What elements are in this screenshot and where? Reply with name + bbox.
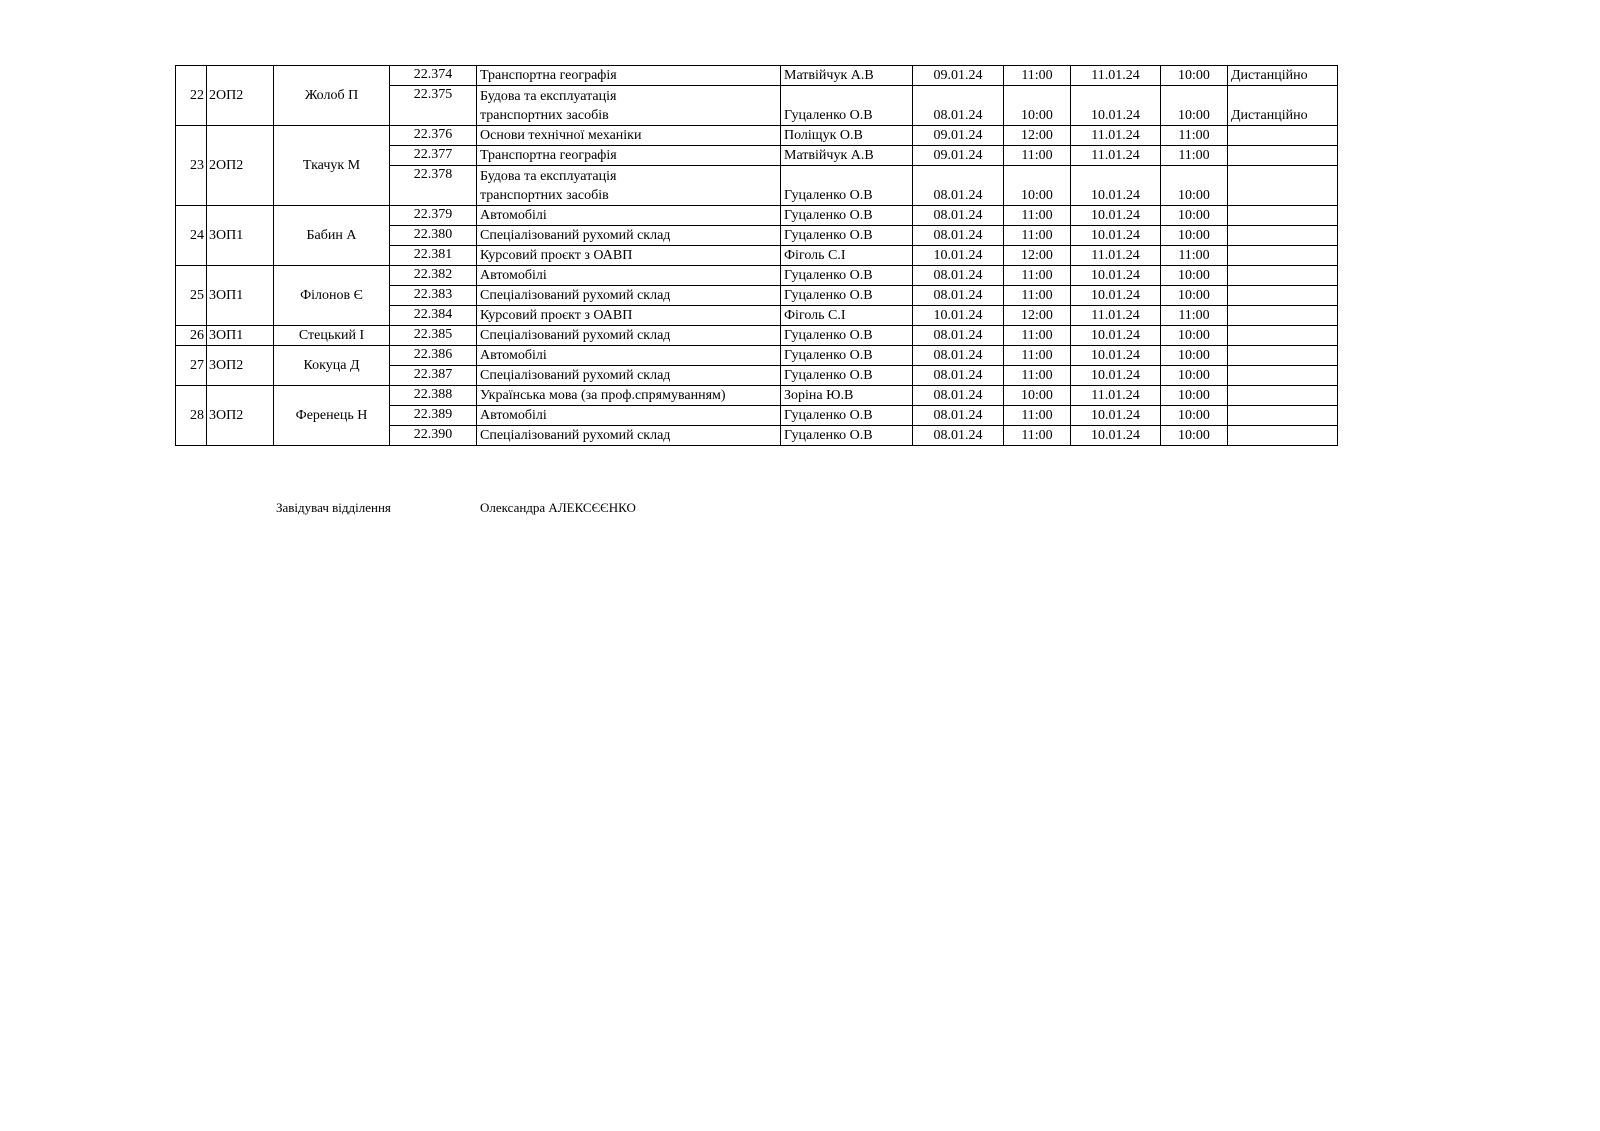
retake-date: 10.01.24 — [1071, 266, 1161, 286]
record-id: 22.375 — [390, 86, 477, 126]
record-id: 22.377 — [390, 146, 477, 166]
subject-line: Автомобілі — [480, 348, 547, 363]
row-number: 28 — [176, 386, 207, 446]
subject-line: Спеціалізований рухомий склад — [480, 288, 671, 303]
student-name: Бабин А — [274, 206, 390, 266]
exam-time: 11:00 — [1004, 326, 1071, 346]
retake-time: 10:00 — [1161, 406, 1228, 426]
record-id: 22.389 — [390, 406, 477, 426]
record-id: 22.376 — [390, 126, 477, 146]
retake-time: 10:00 — [1161, 66, 1228, 86]
table-row — [176, 386, 1338, 406]
exam-time: 12:00 — [1004, 246, 1071, 266]
teacher-name: Зоріна Ю.В — [781, 386, 913, 406]
retake-date: 11.01.24 — [1071, 386, 1161, 406]
exam-time: 12:00 — [1004, 126, 1071, 146]
exam-date: 10.01.24 — [913, 306, 1004, 326]
retake-date: 11.01.24 — [1071, 246, 1161, 266]
subject-cell — [477, 386, 781, 406]
retake-time: 10:00 — [1161, 346, 1228, 366]
schedule-body — [176, 66, 1338, 446]
record-id: 22.383 — [390, 286, 477, 306]
exam-date: 08.01.24 — [913, 406, 1004, 426]
teacher-name: Гуцаленко О.В — [781, 346, 913, 366]
group-code: 2ОП2 — [207, 66, 274, 126]
exam-date: 08.01.24 — [913, 226, 1004, 246]
retake-date: 10.01.24 — [1071, 226, 1161, 246]
subject-line: Спеціалізований рухомий склад — [480, 328, 671, 343]
exam-time: 11:00 — [1004, 346, 1071, 366]
row-number: 22 — [176, 66, 207, 126]
subject-line: Автомобілі — [480, 408, 547, 423]
exam-date: 08.01.24 — [913, 86, 1004, 126]
subject-cell — [477, 86, 781, 126]
note-cell — [1228, 366, 1338, 386]
teacher-name: Гуцаленко О.В — [781, 226, 913, 246]
retake-date: 10.01.24 — [1071, 426, 1161, 446]
student-name: Жолоб П — [274, 66, 390, 126]
note-cell — [1228, 226, 1338, 246]
retake-time: 11:00 — [1161, 126, 1228, 146]
exam-date: 09.01.24 — [913, 126, 1004, 146]
student-name: Стецький І — [274, 326, 390, 346]
subject-line: Основи технічної механіки — [480, 128, 642, 143]
table-row — [176, 66, 1338, 86]
exam-date: 10.01.24 — [913, 246, 1004, 266]
subject-cell — [477, 366, 781, 386]
row-number: 23 — [176, 126, 207, 206]
retake-date: 11.01.24 — [1071, 146, 1161, 166]
retake-time: 11:00 — [1161, 246, 1228, 266]
group-code: 3ОП2 — [207, 386, 274, 446]
exam-date: 08.01.24 — [913, 166, 1004, 206]
teacher-name: Матвійчук А.В — [781, 66, 913, 86]
subject-line: Будова та експлуатація — [480, 169, 617, 184]
exam-schedule-table — [175, 65, 1338, 446]
exam-time: 11:00 — [1004, 206, 1071, 226]
retake-time: 10:00 — [1161, 426, 1228, 446]
retake-time: 10:00 — [1161, 366, 1228, 386]
subject-cell — [477, 306, 781, 326]
subject-cell — [477, 246, 781, 266]
note-cell — [1228, 346, 1338, 366]
note-cell — [1228, 286, 1338, 306]
subject-line: Будова та експлуатація — [480, 89, 617, 104]
note-cell — [1228, 206, 1338, 226]
retake-time: 10:00 — [1161, 166, 1228, 206]
table-row — [176, 266, 1338, 286]
table-row — [176, 346, 1338, 366]
row-number: 27 — [176, 346, 207, 386]
exam-date: 08.01.24 — [913, 386, 1004, 406]
retake-date: 10.01.24 — [1071, 406, 1161, 426]
subject-cell — [477, 346, 781, 366]
retake-time: 10:00 — [1161, 226, 1228, 246]
row-number: 25 — [176, 266, 207, 326]
record-id: 22.386 — [390, 346, 477, 366]
teacher-name: Гуцаленко О.В — [781, 326, 913, 346]
subject-cell — [477, 226, 781, 246]
subject-cell — [477, 166, 781, 206]
retake-time: 10:00 — [1161, 386, 1228, 406]
record-id: 22.379 — [390, 206, 477, 226]
exam-date: 08.01.24 — [913, 346, 1004, 366]
subject-line: Українська мова (за проф.спрямуванням) — [480, 388, 726, 403]
subject-cell — [477, 206, 781, 226]
subject-cell — [477, 266, 781, 286]
exam-time: 12:00 — [1004, 306, 1071, 326]
record-id: 22.378 — [390, 166, 477, 206]
record-id: 22.387 — [390, 366, 477, 386]
retake-time: 10:00 — [1161, 86, 1228, 126]
teacher-name: Матвійчук А.В — [781, 146, 913, 166]
student-name: Кокуца Д — [274, 346, 390, 386]
exam-date: 08.01.24 — [913, 206, 1004, 226]
teacher-name: Гуцаленко О.В — [781, 366, 913, 386]
row-number: 26 — [176, 326, 207, 346]
teacher-name: Гуцаленко О.В — [781, 206, 913, 226]
exam-time: 11:00 — [1004, 146, 1071, 166]
exam-date: 08.01.24 — [913, 266, 1004, 286]
retake-date: 10.01.24 — [1071, 206, 1161, 226]
retake-date: 10.01.24 — [1071, 366, 1161, 386]
exam-time: 11:00 — [1004, 286, 1071, 306]
teacher-name: Гуцаленко О.В — [781, 86, 913, 126]
note-cell — [1228, 126, 1338, 146]
subject-line: Транспортна географія — [480, 148, 617, 163]
teacher-name: Фіголь С.І — [781, 306, 913, 326]
subject-line: транспортних засобів — [480, 188, 609, 203]
exam-time: 10:00 — [1004, 166, 1071, 206]
retake-time: 10:00 — [1161, 206, 1228, 226]
retake-date: 11.01.24 — [1071, 126, 1161, 146]
record-id: 22.374 — [390, 66, 477, 86]
exam-time: 10:00 — [1004, 386, 1071, 406]
note-cell — [1228, 406, 1338, 426]
retake-date: 10.01.24 — [1071, 346, 1161, 366]
exam-date: 09.01.24 — [913, 66, 1004, 86]
exam-date: 08.01.24 — [913, 426, 1004, 446]
teacher-name: Гуцаленко О.В — [781, 286, 913, 306]
signature-name: Олександра АЛЕКСЄЄНКО — [480, 500, 636, 515]
table-row — [176, 126, 1338, 146]
exam-time: 11:00 — [1004, 226, 1071, 246]
subject-line: Автомобілі — [480, 208, 547, 223]
note-cell — [1228, 426, 1338, 446]
row-number: 24 — [176, 206, 207, 266]
teacher-name: Гуцаленко О.В — [781, 426, 913, 446]
note-cell: Дистанційно — [1228, 66, 1338, 86]
exam-date: 08.01.24 — [913, 286, 1004, 306]
subject-line: Спеціалізований рухомий склад — [480, 368, 671, 383]
exam-date: 09.01.24 — [913, 146, 1004, 166]
group-code: 2ОП2 — [207, 126, 274, 206]
record-id: 22.388 — [390, 386, 477, 406]
teacher-name: Фіголь С.І — [781, 246, 913, 266]
subject-cell — [477, 66, 781, 86]
retake-date: 11.01.24 — [1071, 306, 1161, 326]
group-code: 3ОП2 — [207, 346, 274, 386]
exam-time: 11:00 — [1004, 406, 1071, 426]
subject-line: Спеціалізований рухомий склад — [480, 228, 671, 243]
teacher-name: Поліщук О.В — [781, 126, 913, 146]
subject-line: транспортних засобів — [480, 108, 609, 123]
teacher-name: Гуцаленко О.В — [781, 166, 913, 206]
retake-time: 11:00 — [1161, 146, 1228, 166]
note-cell — [1228, 146, 1338, 166]
subject-cell — [477, 426, 781, 446]
retake-date: 11.01.24 — [1071, 66, 1161, 86]
table-row — [176, 206, 1338, 226]
group-code: 3ОП1 — [207, 206, 274, 266]
exam-time: 11:00 — [1004, 266, 1071, 286]
exam-time: 11:00 — [1004, 426, 1071, 446]
retake-date: 10.01.24 — [1071, 166, 1161, 206]
record-id: 22.382 — [390, 266, 477, 286]
subject-cell — [477, 286, 781, 306]
group-code: 3ОП1 — [207, 326, 274, 346]
retake-time: 11:00 — [1161, 306, 1228, 326]
note-cell — [1228, 326, 1338, 346]
retake-time: 10:00 — [1161, 286, 1228, 306]
record-id: 22.380 — [390, 226, 477, 246]
subject-line: Транспортна географія — [480, 68, 617, 83]
retake-date: 10.01.24 — [1071, 286, 1161, 306]
subject-cell — [477, 126, 781, 146]
exam-time: 11:00 — [1004, 366, 1071, 386]
retake-date: 10.01.24 — [1071, 86, 1161, 126]
note-cell — [1228, 266, 1338, 286]
note-cell — [1228, 306, 1338, 326]
group-code: 3ОП1 — [207, 266, 274, 326]
subject-cell — [477, 146, 781, 166]
record-id: 22.390 — [390, 426, 477, 446]
exam-time: 10:00 — [1004, 86, 1071, 126]
note-cell — [1228, 166, 1338, 206]
exam-date: 08.01.24 — [913, 366, 1004, 386]
subject-line: Курсовий проєкт з ОАВП — [480, 308, 633, 323]
note-cell: Дистанційно — [1228, 86, 1338, 126]
subject-line: Курсовий проєкт з ОАВП — [480, 248, 633, 263]
teacher-name: Гуцаленко О.В — [781, 266, 913, 286]
retake-time: 10:00 — [1161, 326, 1228, 346]
exam-time: 11:00 — [1004, 66, 1071, 86]
note-cell — [1228, 386, 1338, 406]
subject-line: Автомобілі — [480, 268, 547, 283]
table-row — [176, 326, 1338, 346]
teacher-name: Гуцаленко О.В — [781, 406, 913, 426]
record-id: 22.381 — [390, 246, 477, 266]
student-name: Філонов Є — [274, 266, 390, 326]
exam-date: 08.01.24 — [913, 326, 1004, 346]
student-name: Ференець Н — [274, 386, 390, 446]
subject-cell — [477, 406, 781, 426]
subject-cell — [477, 326, 781, 346]
record-id: 22.384 — [390, 306, 477, 326]
subject-line: Спеціалізований рухомий склад — [480, 428, 671, 443]
student-name: Ткачук М — [274, 126, 390, 206]
note-cell — [1228, 246, 1338, 266]
signature-title: Завідувач відділення — [276, 500, 391, 515]
retake-date: 10.01.24 — [1071, 326, 1161, 346]
record-id: 22.385 — [390, 326, 477, 346]
retake-time: 10:00 — [1161, 266, 1228, 286]
